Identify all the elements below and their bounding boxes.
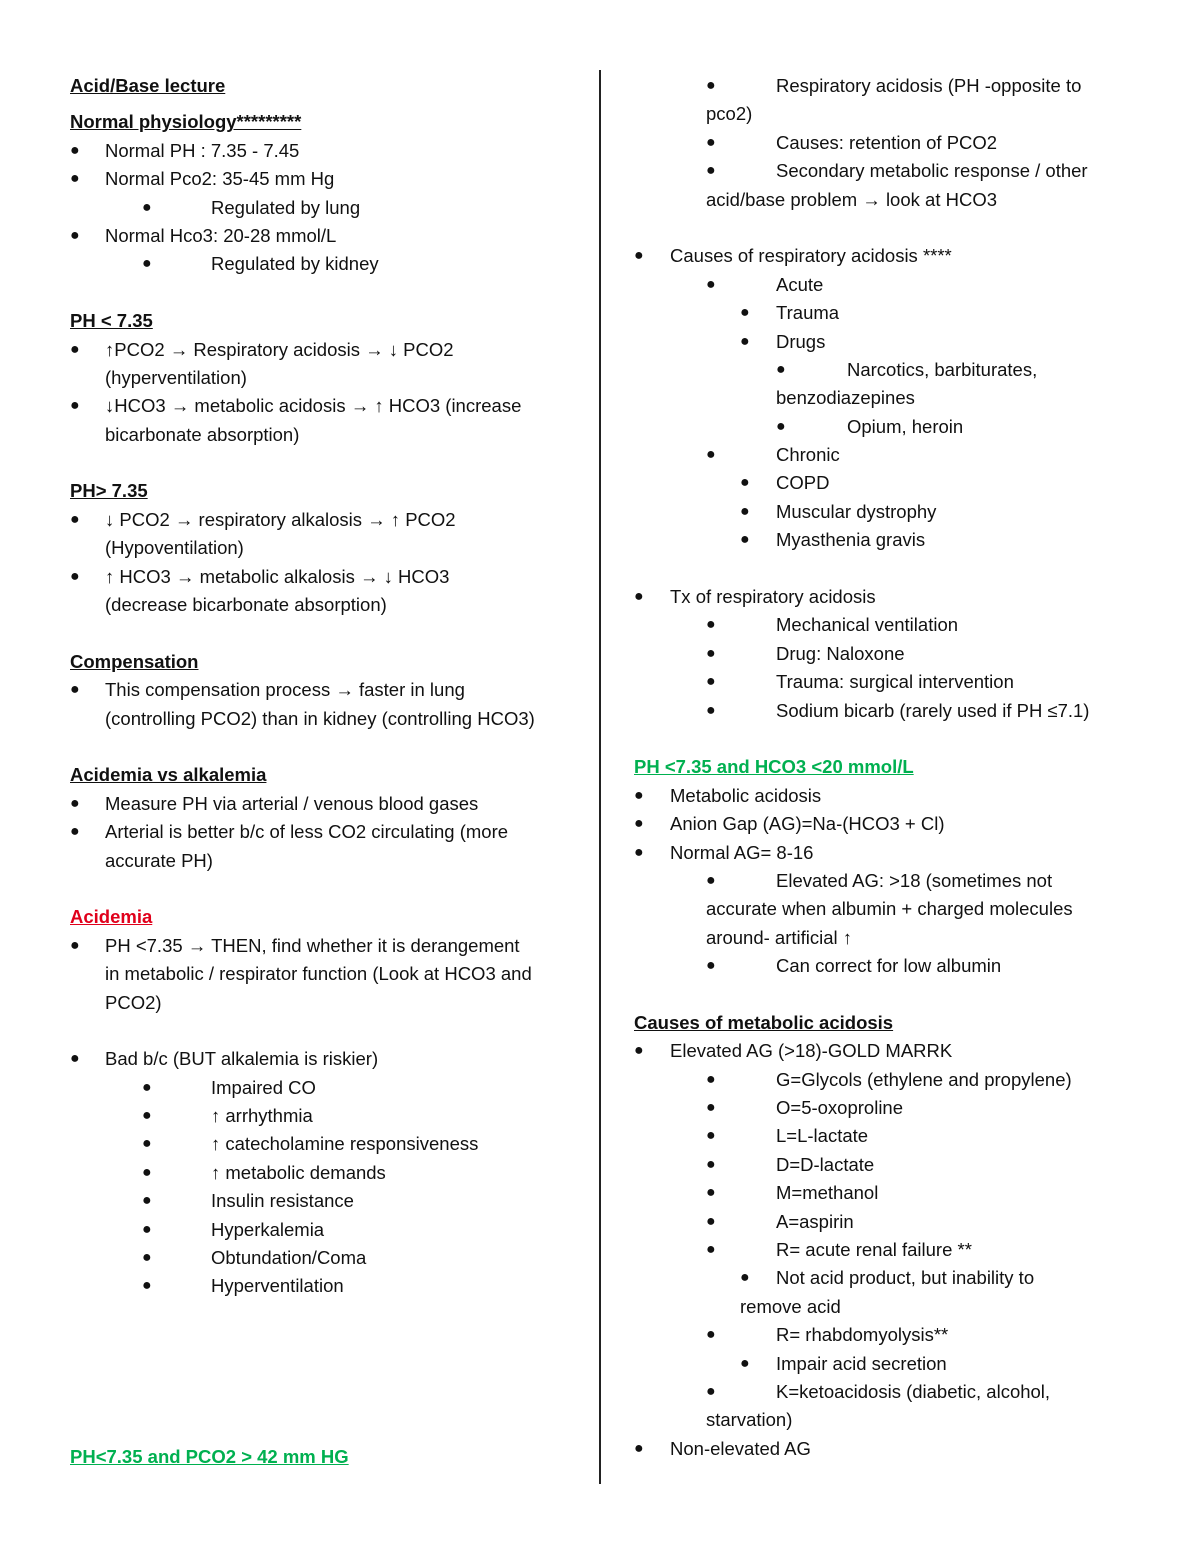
bullet-icon: ● <box>142 255 152 273</box>
list-item: ● Elevated AG: >18 (sometimes not <box>634 867 1134 895</box>
bullet-icon: ● <box>706 616 716 634</box>
list-item: ● Normal Pco2: 35-45 mm Hg <box>70 165 570 193</box>
list-item: ● Opium, heroin <box>634 413 1134 441</box>
list-item: ● Narcotics, barbiturates, <box>634 356 1134 384</box>
acidemia-heading: Acidemia <box>70 906 153 928</box>
bullet-icon: ● <box>142 1277 152 1295</box>
list-item: ● Insulin resistance <box>70 1187 570 1215</box>
bullet-icon: ● <box>706 1184 716 1202</box>
bullet-icon: ● <box>634 1439 644 1457</box>
list-item: ● Not acid product, but inability to <box>634 1264 1134 1292</box>
bullet-icon: ● <box>142 1192 152 1210</box>
bullet-icon: ● <box>706 1155 716 1173</box>
bullet-icon: ● <box>740 1354 750 1372</box>
list-item: ● M=methanol <box>634 1179 1134 1207</box>
bullet-icon: ● <box>706 644 716 662</box>
bullet-icon: ● <box>776 360 786 378</box>
bullet-icon: ● <box>706 77 716 94</box>
bullet-icon: ● <box>740 1269 750 1287</box>
bullet-icon: ● <box>70 794 80 812</box>
bullet-icon: ● <box>706 1241 716 1259</box>
bullet-icon: ● <box>70 510 80 528</box>
list-item: ● Bad b/c (BUT alkalemia is riskier) <box>70 1045 570 1073</box>
bullet-icon: ● <box>142 198 152 216</box>
list-item: ● Chronic <box>634 441 1134 469</box>
bullet-icon: ● <box>70 397 80 415</box>
bullet-icon: ● <box>706 162 716 180</box>
list-item: ● Muscular dystrophy <box>634 498 1134 526</box>
list-item: ● O=5-oxoproline <box>634 1094 1134 1122</box>
list-item: ● Drug: Naloxone <box>634 640 1134 668</box>
bullet-icon: ● <box>70 141 80 159</box>
list-item-continuation: remove acid <box>740 1295 841 1317</box>
list-item: ● ↓ PCO2 → respiratory alkalosis → ↑ PCO2 <box>70 506 570 534</box>
list-item: ● Obtundation/Coma <box>70 1244 570 1272</box>
bullet-icon: ● <box>706 673 716 691</box>
list-item: ● Regulated by kidney <box>70 250 570 278</box>
bullet-icon: ● <box>706 1212 716 1230</box>
list-item: ● K=ketoacidosis (diabetic, alcohol, <box>634 1378 1134 1406</box>
bullet-icon: ● <box>706 1099 716 1117</box>
list-item: ● Arterial is better b/c of less CO2 circulating (more <box>70 818 570 846</box>
compensation-heading: Compensation <box>70 650 199 672</box>
list-item-continuation: bicarbonate absorption) <box>105 423 300 445</box>
bullet-icon: ● <box>706 1382 716 1400</box>
right-column <box>634 72 1134 1463</box>
bullet-icon: ● <box>776 417 786 435</box>
bullet-icon: ● <box>142 1135 152 1153</box>
bullet-icon: ● <box>142 1107 152 1125</box>
ph-pco2-heading: PH<7.35 and PCO2 > 42 mm HG <box>70 1445 349 1467</box>
list-item: ● D=D-lactate <box>634 1151 1134 1179</box>
bullet-icon: ● <box>706 701 716 719</box>
bullet-icon: ● <box>706 446 716 464</box>
list-item: ● Respiratory acidosis (PH -opposite to <box>634 72 1134 100</box>
bullet-icon: ● <box>70 936 80 954</box>
list-item: ● ↑PCO2 → Respiratory acidosis → ↓ PCO2 <box>70 336 570 364</box>
list-item: ● A=aspirin <box>634 1208 1134 1236</box>
bullet-icon: ● <box>706 275 716 293</box>
bullet-icon: ● <box>70 170 80 188</box>
bullet-icon: ● <box>634 588 644 606</box>
list-item: ● R= acute renal failure ** <box>634 1236 1134 1264</box>
bullet-icon: ● <box>706 871 716 889</box>
list-item: ● Causes of respiratory acidosis **** <box>634 242 1134 270</box>
list-item: ● COPD <box>634 469 1134 497</box>
list-item: ● ↓HCO3 → metabolic acidosis → ↑ HCO3 (increase <box>70 392 570 420</box>
list-item: ● Measure PH via arterial / venous blood gases <box>70 790 570 818</box>
bullet-icon: ● <box>70 681 80 699</box>
list-item-continuation: (hyperventilation) <box>105 366 247 388</box>
bullet-icon: ● <box>706 1127 716 1145</box>
list-item: ● Normal AG= 8-16 <box>634 839 1134 867</box>
list-item: ● Sodium bicarb (rarely used if PH ≤7.1) <box>634 697 1134 725</box>
bullet-icon: ● <box>142 1220 152 1238</box>
list-item: ● PH <7.35 → THEN, find whether it is derangement <box>70 932 570 960</box>
bullet-icon: ● <box>634 247 644 265</box>
list-item: ● R= rhabdomyolysis** <box>634 1321 1134 1349</box>
list-item-continuation: starvation) <box>706 1409 793 1431</box>
list-item-continuation: (controlling PCO2) than in kidney (controlling HCO3) <box>105 707 535 729</box>
list-item: ● Mechanical ventilation <box>634 611 1134 639</box>
list-item: ● Anion Gap (AG)=Na-(HCO3 + Cl) <box>634 810 1134 838</box>
list-item: ● Secondary metabolic response / other <box>634 157 1134 185</box>
list-item-continuation: accurate PH) <box>105 849 213 871</box>
list-item: ● Causes: retention of PCO2 <box>634 129 1134 157</box>
list-item: ● Trauma: surgical intervention <box>634 668 1134 696</box>
bullet-icon: ● <box>740 474 750 492</box>
bullet-icon: ● <box>634 815 644 833</box>
list-item-continuation: benzodiazepines <box>776 387 915 409</box>
list-item: ● ↑ catecholamine responsiveness <box>70 1130 570 1158</box>
left-column <box>70 72 570 1471</box>
bullet-icon: ● <box>142 1249 152 1267</box>
list-item-continuation: around- artificial ↑ <box>706 926 853 948</box>
list-item: ● Drugs <box>634 328 1134 356</box>
bullet-icon: ● <box>634 843 644 861</box>
bullet-icon: ● <box>70 1050 80 1068</box>
bullet-icon: ● <box>70 226 80 244</box>
list-item: ● Can correct for low albumin <box>634 952 1134 980</box>
list-item: ● This compensation process → faster in lung <box>70 676 570 704</box>
bullet-icon: ● <box>142 1078 152 1096</box>
list-item: ● Regulated by lung <box>70 194 570 222</box>
bullet-icon: ● <box>142 1163 152 1181</box>
list-item: ● Hyperkalemia <box>70 1216 570 1244</box>
ph-high-heading: PH> 7.35 <box>70 480 148 502</box>
list-item: ● G=Glycols (ethylene and propylene) <box>634 1066 1134 1094</box>
bullet-icon: ● <box>70 567 80 585</box>
list-item: ● Trauma <box>634 299 1134 327</box>
list-item: ● ↑ arrhythmia <box>70 1102 570 1130</box>
ph-low-heading: PH < 7.35 <box>70 310 153 332</box>
document-title: Acid/Base lecture <box>70 75 226 96</box>
list-item: ● Myasthenia gravis <box>634 526 1134 554</box>
list-item: ● Acute <box>634 271 1134 299</box>
list-item-continuation: (decrease bicarbonate absorption) <box>105 594 387 616</box>
bullet-icon: ● <box>740 332 750 350</box>
list-item: ● Normal PH : 7.35 - 7.45 <box>70 137 570 165</box>
bullet-icon: ● <box>740 531 750 549</box>
list-item: ● ↑ HCO3 → metabolic alkalosis → ↓ HCO3 <box>70 563 570 591</box>
list-item: ● Elevated AG (>18)-GOLD MARRK <box>634 1037 1134 1065</box>
list-item: ● L=L-lactate <box>634 1122 1134 1150</box>
list-item-continuation: acid/base problem → look at HCO3 <box>706 188 997 210</box>
bullet-icon: ● <box>706 1326 716 1344</box>
bullet-icon: ● <box>70 823 80 841</box>
list-item-continuation: PCO2) <box>105 991 162 1013</box>
list-item: ● ↑ metabolic demands <box>70 1159 570 1187</box>
causes-metabolic-acidosis-heading: Causes of metabolic acidosis <box>634 1011 894 1033</box>
bullet-icon: ● <box>706 957 716 975</box>
list-item: ● Impair acid secretion <box>634 1350 1134 1378</box>
list-item-continuation: pco2) <box>706 103 753 125</box>
bullet-icon: ● <box>634 786 644 804</box>
list-item-continuation: accurate when albumin + charged molecules <box>706 898 1073 920</box>
bullet-icon: ● <box>634 1042 644 1060</box>
column-divider <box>599 70 601 1484</box>
bullet-icon: ● <box>740 502 750 520</box>
bullet-icon: ● <box>706 1070 716 1088</box>
list-item: ● Normal Hco3: 20-28 mmol/L <box>70 222 570 250</box>
bullet-icon: ● <box>740 304 750 322</box>
list-item: ● Non-elevated AG <box>634 1435 1134 1463</box>
bullet-icon: ● <box>70 340 80 358</box>
list-item-continuation: in metabolic / respirator function (Look at HCO3 and <box>105 963 532 985</box>
list-item: ● Impaired CO <box>70 1074 570 1102</box>
list-item: ● Tx of respiratory acidosis <box>634 583 1134 611</box>
list-item-continuation: (Hypoventilation) <box>105 537 244 559</box>
normal-physiology-heading: Normal physiology********* <box>70 111 302 133</box>
metabolic-acidosis-heading: PH <7.35 and HCO3 <20 mmol/L <box>634 756 914 778</box>
acidemia-vs-alkalemia-heading: Acidemia vs alkalemia <box>70 764 267 786</box>
list-item: ● Hyperventilation <box>70 1272 570 1300</box>
bullet-icon: ● <box>706 133 716 151</box>
list-item: ● Metabolic acidosis <box>634 782 1134 810</box>
